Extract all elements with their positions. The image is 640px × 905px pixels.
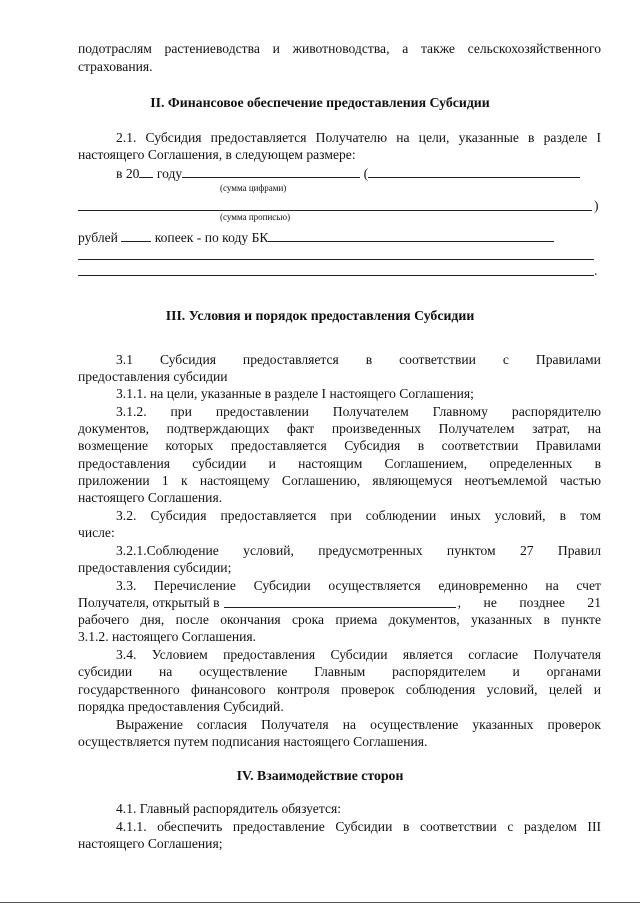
text-line: предоставления субсидии	[78, 369, 228, 384]
kop-blank	[121, 229, 151, 242]
account-line	[78, 594, 601, 611]
rub-kop-line	[78, 229, 601, 246]
text-line: государственного финансового контроля проверок соблюдения условий, целей и	[78, 682, 601, 697]
blank-line	[78, 259, 594, 260]
text-line: рабочего дня, после окончания срока приема документов, указанных в пункте	[78, 612, 601, 627]
amount-digits-blank	[182, 165, 360, 178]
text-line: 2.1. Субсидия предоставляется Получателю на цели, указанные в разделе I	[116, 130, 601, 145]
text-line: 3.1.1. на цели, указанные в разделе I настоящего Соглашения;	[116, 386, 474, 401]
text-line: предоставления субсидии и настоящим Соглашением, определенных в	[78, 456, 601, 471]
text-line: возмещение которых предоставляется Субсидия в соответствии Правилами	[78, 438, 601, 453]
account-blank	[224, 595, 456, 608]
text-line: 3.4. Условием предоставления Субсидии является согласие Получателя	[116, 647, 601, 662]
text-line: настоящего Соглашения;	[78, 836, 223, 851]
blank-line	[78, 275, 594, 276]
text-line: подотраслям растениеводства и животноводства, а также сельскохозяйственного	[78, 41, 601, 56]
word: предоставляется	[242, 352, 339, 367]
text-line: 3.1.2. при предоставлении Получателем Главному распорядителю	[116, 404, 601, 419]
amount-words-line	[78, 210, 592, 211]
text-line: 3.1.2. настоящего Соглашения.	[78, 629, 257, 644]
year-prefix: в 20	[116, 166, 140, 181]
kop-label: копеек - по коду БК	[154, 230, 269, 245]
text-line: 4.1.1. обеспечить предоставление Субсидии в соответствии с разделом III	[116, 819, 601, 834]
amount-words-blank	[368, 165, 580, 178]
text-line: осуществляется путем подписания настоящего Соглашения.	[78, 734, 428, 749]
text-line: 4.1. Главный распорядитель обязуется:	[116, 801, 342, 816]
page-bottom-edge	[0, 902, 640, 903]
word: Субсидия	[159, 352, 216, 367]
text-line: Выражение согласия Получателя на осуществление указанных проверок	[116, 717, 601, 732]
text-line: приложении 1 к настоящему Соглашению, являющемуся неотъемлемой частью	[78, 473, 601, 488]
end-dot: .	[594, 263, 598, 278]
text-line: 3.2.1.Соблюдение условий, предусмотренных пунктом 27 Правил	[116, 543, 601, 558]
text-line: документов, подтверждающих факт произведенных Получателем затрат, на	[78, 421, 601, 436]
caption-digits: (сумма цифрами)	[220, 183, 287, 193]
section-heading: II. Финансовое обеспечение предоставления Субсидии	[150, 95, 490, 110]
text-line: настоящего Соглашения.	[78, 490, 223, 505]
word: Правилами	[535, 352, 601, 367]
paragraph-3-1	[116, 351, 601, 368]
text-line: субсидии на осуществление Главным распорядителем и органами	[78, 664, 601, 679]
year-blank	[139, 165, 153, 178]
text-line: предоставления субсидии;	[78, 560, 232, 575]
year-suffix: году	[156, 166, 183, 181]
deadline-text: , не позднее 21	[457, 595, 601, 610]
word: в	[365, 352, 373, 367]
text-line: числе:	[78, 525, 115, 540]
text-line: 3.3. Перечисление Субсидии осуществляется единовременно на счет	[116, 578, 601, 593]
text-line: порядка предоставления Субсидий.	[78, 699, 284, 714]
rub-label: рублей	[78, 230, 118, 245]
close-paren: )	[594, 198, 599, 213]
open-paren: (	[363, 166, 369, 181]
text-line: 3.2. Субсидия предоставляется при соблюдении иных условий, в том	[116, 508, 601, 523]
word: с	[502, 352, 509, 367]
text-line: страхования.	[78, 59, 153, 74]
section-heading: III. Условия и порядок предоставления Субсидии	[165, 308, 475, 323]
word: соответствии	[399, 352, 476, 367]
year-amount-line	[116, 165, 601, 182]
caption-words: (сумма прописью)	[220, 212, 291, 222]
kbk-blank	[268, 229, 554, 242]
word: 3.1	[116, 352, 133, 367]
text-line: настоящего Соглашения, в следующем размере:	[78, 147, 356, 162]
account-label: Получателя, открытый в	[78, 595, 220, 610]
section-heading: IV. Взаимодействие сторон	[236, 768, 404, 783]
